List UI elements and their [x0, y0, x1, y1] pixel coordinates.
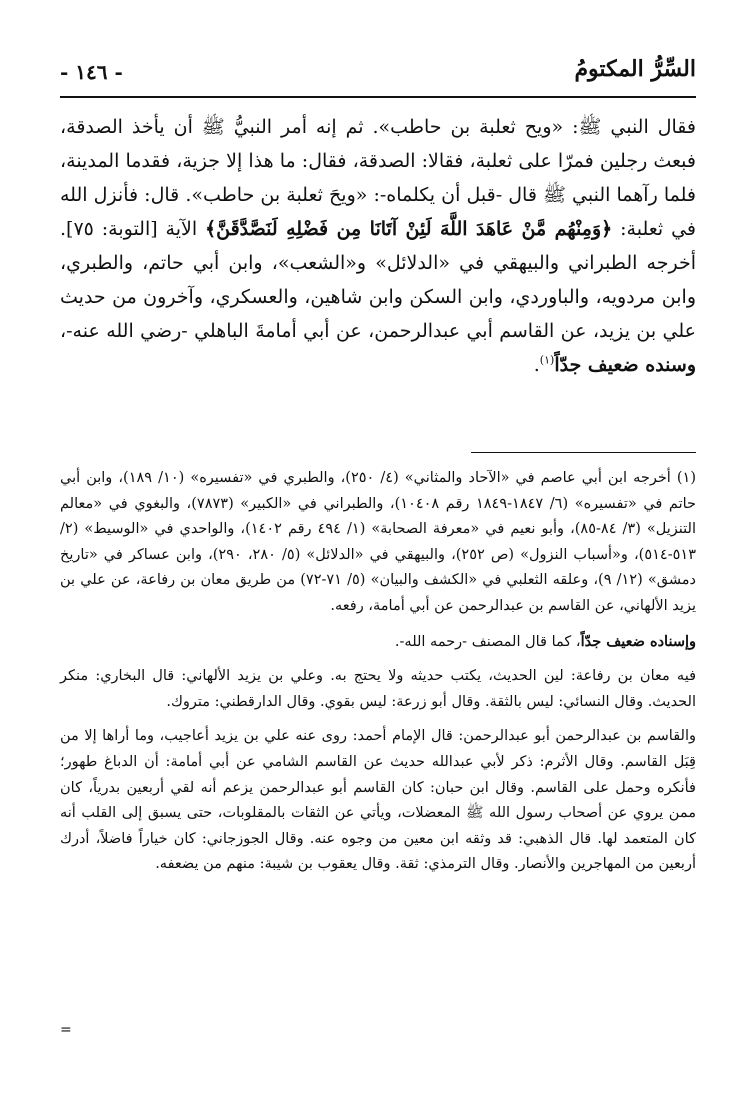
page-number: - ١٤٦ -	[60, 60, 123, 84]
footnote-marker: (١)	[539, 353, 555, 367]
book-title: السِّرُّ المكتومُ	[574, 56, 696, 82]
continuation-mark: =	[60, 1022, 72, 1038]
footnote-1: (١) أخرجه ابن أبي عاصم في «الآحاد والمثاني» (٤/ ٢٥٠)، والطبري في «تفسيره» (١٠/ ١٨٩)، وابن أبي حاتم في «تفسيره» (٦/ ١٨٤٧-١٨٤٩ رقم ١٠٤٠٨)، والطبراني في «الكبير» (٧٨٧٣)، والبغوي في «معالم التنزيل» (٣/ ٨٤-٨٥)، وأبو نعيم في «معرفة الصحابة» (١/ ٤٩٤ رقم ١٤٠٢)، والواحدي في «الوسيط» (٢/ ٥١٣-٥١٤)، و«أسباب النزول» (ص ٢٥٢)، والبيهقي في «الدلائل» (٥/ ٢٨٠، ٢٩٠)، وابن عساكر في «تاريخ دمشق» (١٢/ ٩)، وعلقه الثعلبي في «الكشف والبيان» (٥/ ٧١-٧٢) من طريق معان بن رفاعة، عن علي بن يزيد الألهاني، عن القاسم بن عبدالرحمن عن أبي أمامة، رفعه.	[60, 470, 697, 614]
main-text	[60, 110, 696, 382]
quran-verse: ﴿وَمِنْهُم مَّنْ عَاهَدَ اللَّهَ لَئِنْ آتَانَا مِن فَضْلِهِ لَنَصَّدَّقَنَّ﴾	[205, 218, 613, 240]
footnote-grading-rest: ، كما قال المصنف -رحمه الله-.	[394, 633, 581, 650]
footnote-grading-bold: وإسناده ضعيف جدّاً	[580, 632, 696, 650]
grading-text: وسنده ضعيف جدّاً	[554, 354, 696, 376]
footnote-divider	[471, 452, 696, 453]
footnote-grading	[60, 629, 696, 656]
main-paragraph	[60, 110, 696, 382]
main-paragraph-tail: الآية [التوبة: ٧٥]. أخرجه الطبراني والبيهقي في «الدلائل» و«الشعب»، وابن أبي حاتم، والطبري، وابن مردويه، والباوردي، وابن السكن وابن شاهين، والعسكري، وآخرون من حديث علي بن يزيد، عن القاسم أبي عبدالرحمن، عن أبي أمامةَ الباهلي -رضي الله عنه-،	[60, 218, 696, 342]
sentence-end: .	[533, 354, 540, 376]
footnote-narrators: فيه معان بن رفاعة: لين الحديث، يكتب حديثه ولا يحتج به. وعلي بن يزيد الألهاني: قال البخاري: منكر الحديث. وقال النسائي: ليس بالثقة. وقال أبو زرعة: ليس بقوي. وقال الدارقطني: متروك.	[60, 668, 696, 710]
main-paragraph-text: فقال النبي ﷺ: «ويح ثعلبة بن حاطب». ثم إنه أمر النبيُّ ﷺ أن يأخذ الصدقة، فبعث رجلين فمرّا على ثعلبة، فقالا: الصدقة، فقال: ما هذا إلا جزية، فقدما المدينة، فلما رآهما النبي ﷺ قال -قبل أن يكلماه-: «ويحَ ثعلبة بن حاطب». قال: فأنزل الله في ثعلبة:	[60, 116, 696, 240]
footnotes	[60, 466, 696, 878]
page-header	[60, 48, 696, 98]
footnote-qasim: والقاسم بن عبدالرحمن أبو عبدالرحمن: قال الإمام أحمد: روى عنه علي بن يزيد أعاجيب، وما أراها إلا من قِبَل القاسم. وقال الأثرم: ذكر لأبي عبدالله حديث عن القاسم الشامي عن أبي أمامة: أن الدباغ طهور؛ فأنكره وحمل على القاسم. وقال ابن حبان: كان القاسم أبو عبدالرحمن يزعم أنه لقي أربعين بدرياً، كان ممن يروي عن أصحاب رسول الله ﷺ المعضلات، ويأتي عن الثقات بالمقلوبات، حتى يسبق إلى القلب أنه كان المتعمد لها. قال الذهبي: قد وثقه ابن معين من وجوه عنه. وقال الجوزجاني: كان خياراً فاضلاً، أدرك أربعين من المهاجرين والأنصار. وقال الترمذي: ثقة. وقال يعقوب بن شيبة: منهم من يضعفه.	[60, 728, 696, 873]
